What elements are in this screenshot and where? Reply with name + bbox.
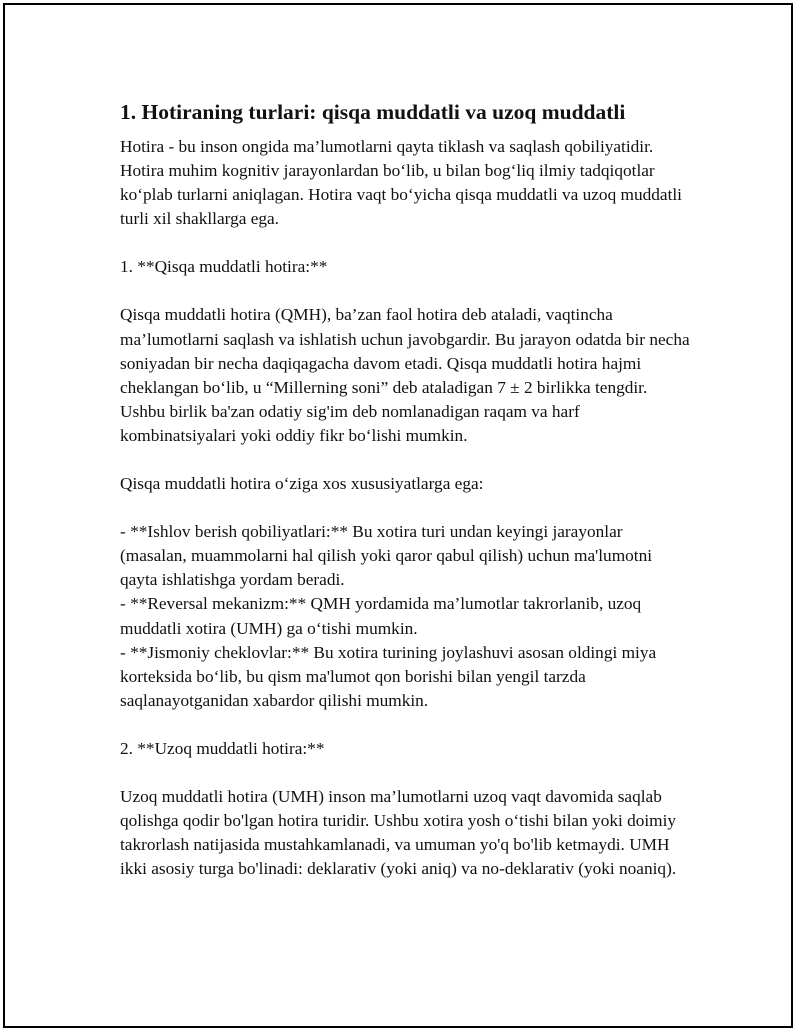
- long-term-paragraph: Uzoq muddatli hotira (UMH) inson ma’lumotlarni uzoq vaqt davomida saqlab qolishga qodir bo'lgan hotira turidir. Ushbu xotira yosh o‘tishi bilan yoki doimiy takrorlash natijasida mustahkamlanadi, va umuman yo'q bo'lib ketmaydi. UMH ikki asosiy turga bo'linadi: deklarativ (yoki aniq) va no-deklarativ (yoki noaniq).: [120, 786, 677, 879]
- bullet-processing: - **Ishlov berish qobiliyatlari:** Bu xotira turi undan keyingi jarayonlar (masalan, muammolarni hal qilish yoki qaror qabul qilish) uchun ma'lumotni qayta ishlatishga yordam beradi.: [120, 522, 653, 590]
- intro-paragraph: Hotira - bu inson ongida ma’lumotlarni qayta tiklash va saqlash qobiliyatidir. Hotira muhim kognitiv jarayonlardan bo‘lib, u bilan bog‘liq ilmiy tadqiqotlar ko‘plab turlarni aniqlagan. Hotira vaqt bo‘yicha qisqa muddatli va uzoq muddatli turli xil shakllarga ega.: [120, 137, 682, 229]
- section-heading-long-term: 2. **Uzoq muddatli hotira:**: [120, 738, 325, 758]
- document-title: 1. Hotiraning turlari: qisqa muddatli va uzoq muddatli: [120, 100, 626, 124]
- document-body: [120, 98, 690, 881]
- document-page: [3, 3, 793, 1028]
- section-heading-short-term: 1. **Qisqa muddatli hotira:**: [120, 257, 328, 277]
- short-term-paragraph: Qisqa muddatli hotira (QMH), ba’zan faol hotira deb ataladi, vaqtincha ma’lumotlarni saqlash va ishlatish uchun javobgardir. Bu jarayon odatda bir necha soniyadan bir necha daqiqagacha davom etadi. Qisqa muddatli hotira hajmi cheklangan bo‘lib, u “Millerning soni” deb ataladigan 7 ± 2 birlikka tengdir. Ushbu birlik ba'zan odatiy sig'im deb nomlanadigan raqam va harf kombinatsiyalari yoki oddiy fikr bo‘lishi mumkin.: [120, 305, 690, 445]
- features-intro: Qisqa muddatli hotira o‘ziga xos xususiyatlarga ega:: [120, 474, 484, 494]
- bullet-physical-limits: - **Jismoniy cheklovlar:** Bu xotira turining joylashuvi asosan oldingi miya korteksida bo‘lib, bu qism ma'lumot qon borishi bilan yengil tarzda saqlanayotganidan xabardor qilishi mumkin.: [120, 642, 657, 710]
- bullet-reversal: - **Reversal mekanizm:** QMH yordamida ma’lumotlar takrorlanib, uzoq muddatli xotira (UMH) ga o‘tishi mumkin.: [120, 594, 642, 638]
